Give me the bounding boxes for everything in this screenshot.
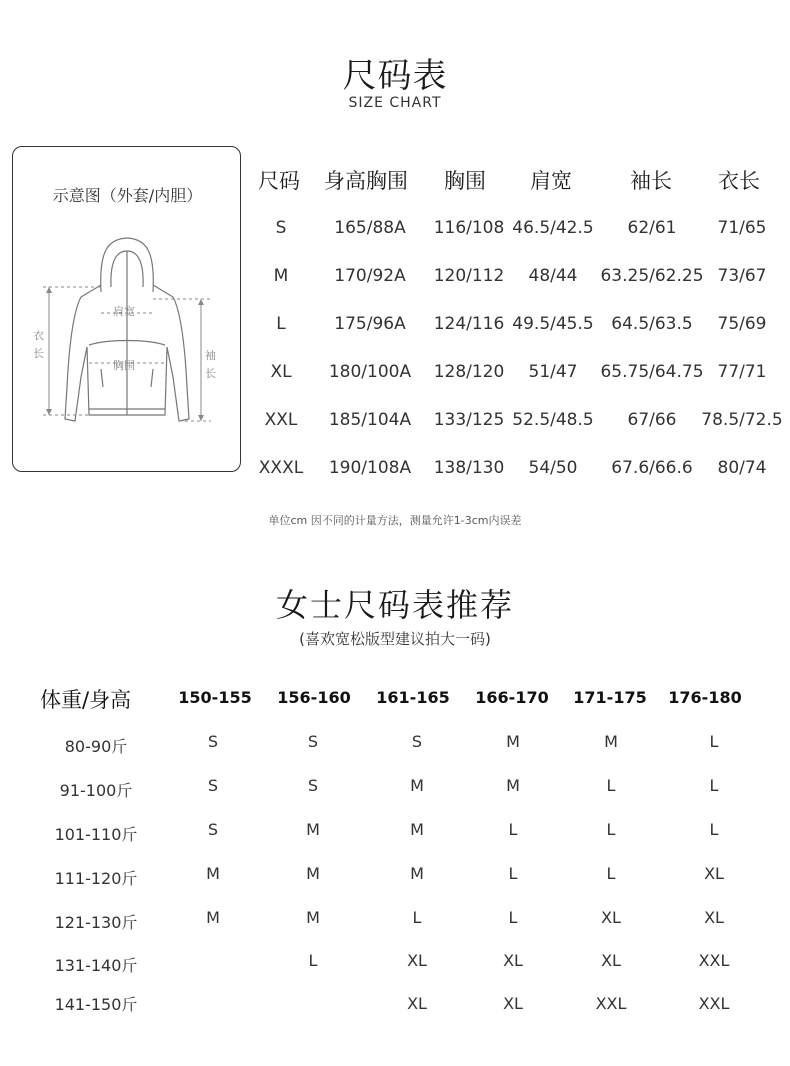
size-recommend-cell: M [206, 908, 220, 927]
weight-label: 101-110斤 [54, 825, 138, 844]
size-recommend-cell: M [506, 776, 520, 795]
page-title: 尺码表 [342, 56, 448, 96]
size-recommend-cell: L [508, 820, 518, 839]
size-cell: 78.5/72.5 [701, 410, 783, 430]
size-recommend-cell: XXL [698, 951, 730, 970]
size-cell: M [273, 266, 289, 286]
size-cell: 175/96A [334, 314, 406, 334]
size-recommend-cell: L [606, 864, 616, 883]
size-recommend-cell: M [410, 864, 424, 883]
size-cell: 138/130 [433, 458, 505, 478]
size-recommend-cell: XL [704, 864, 724, 883]
height-header: 166-170 [475, 688, 549, 707]
size-cell: 128/120 [433, 362, 505, 382]
size-cell: L [276, 314, 286, 334]
size-recommend-cell: L [308, 951, 318, 970]
size-header-chest: 胸围 [444, 169, 486, 193]
recommend-table [0, 670, 790, 1030]
size-cell: 54/50 [528, 458, 578, 478]
size-recommend-cell: M [306, 864, 320, 883]
recommend-subtitle: (喜欢宽松版型建议拍大一码) [299, 630, 491, 648]
weight-label: 80-90斤 [64, 737, 128, 756]
size-cell: 52.5/48.5 [512, 410, 594, 430]
size-recommend-cell: L [508, 908, 518, 927]
size-cell: 180/100A [328, 362, 412, 382]
size-cell: 165/88A [334, 218, 406, 238]
size-cell: 73/67 [717, 266, 767, 286]
size-recommend-cell: S [307, 732, 319, 751]
size-header-height-chest: 身高胸围 [324, 169, 408, 193]
size-recommend-cell: L [709, 732, 719, 751]
size-recommend-cell: XL [407, 951, 427, 970]
size-cell: 80/74 [717, 458, 767, 478]
weight-label: 131-140斤 [54, 956, 138, 975]
size-recommend-cell: S [207, 732, 219, 751]
height-header: 176-180 [668, 688, 742, 707]
size-cell: 185/104A [328, 410, 412, 430]
size-cell: 48/44 [528, 266, 578, 286]
size-recommend-cell: L [709, 776, 719, 795]
size-cell: XL [270, 362, 292, 382]
size-recommend-cell: L [508, 864, 518, 883]
size-recommend-cell: S [207, 820, 219, 839]
size-recommend-cell: L [606, 820, 616, 839]
length-label: 衣长 [33, 329, 44, 360]
diagram-caption: 示意图（外套/内胆） [52, 186, 203, 205]
weight-label: 111-120斤 [54, 869, 138, 888]
size-recommend-cell: M [604, 732, 618, 751]
size-cell: 190/108A [328, 458, 412, 478]
size-cell: 46.5/42.5 [512, 218, 594, 238]
size-header-shoulder: 肩宽 [530, 169, 572, 193]
size-header-length: 衣长 [718, 169, 760, 193]
size-recommend-cell: XL [503, 951, 523, 970]
recommend-title: 女士尺码表推荐 [275, 586, 514, 624]
size-recommend-cell: M [506, 732, 520, 751]
size-cell: XXL [264, 410, 298, 430]
size-cell: 133/125 [433, 410, 505, 430]
size-cell: XXXL [258, 458, 304, 478]
weight-label: 141-150斤 [54, 995, 138, 1014]
size-cell: S [275, 218, 287, 238]
height-header: 156-160 [277, 688, 351, 707]
size-cell: 71/65 [717, 218, 767, 238]
size-cell: 67/66 [627, 410, 677, 430]
size-recommend-cell: XL [601, 908, 621, 927]
size-cell: 75/69 [717, 314, 767, 334]
size-recommend-cell: L [709, 820, 719, 839]
size-recommend-cell: S [411, 732, 423, 751]
measurement-note: 单位cm 因不同的计量方法，测量允许1-3cm内误差 [268, 514, 522, 527]
size-recommend-cell: M [306, 908, 320, 927]
size-cell: 124/116 [433, 314, 505, 334]
weight-label: 91-100斤 [59, 781, 133, 800]
size-cell: 67.6/66.6 [611, 458, 693, 478]
size-recommend-cell: L [412, 908, 422, 927]
size-recommend-cell: M [306, 820, 320, 839]
size-recommend-cell: XXL [595, 994, 627, 1013]
size-cell: 49.5/45.5 [512, 314, 594, 334]
size-cell: 65.75/64.75 [600, 362, 704, 382]
height-header: 161-165 [376, 688, 450, 707]
size-recommend-cell: XXL [698, 994, 730, 1013]
page-subtitle: SIZE CHART [348, 95, 442, 111]
recommend-corner-header: 体重/身高 [40, 688, 132, 712]
height-header: 150-155 [178, 688, 252, 707]
size-header-sleeve: 袖长 [630, 169, 672, 193]
size-recommend-cell: S [307, 776, 319, 795]
size-cell: 64.5/63.5 [611, 314, 693, 334]
sleeve-label: 袖长 [205, 349, 216, 380]
size-recommend-cell: M [206, 864, 220, 883]
size-recommend-cell: XL [503, 994, 523, 1013]
size-cell: 170/92A [334, 266, 406, 286]
size-recommend-cell: S [207, 776, 219, 795]
size-recommend-cell: L [606, 776, 616, 795]
size-header-size: 尺码 [258, 169, 300, 193]
size-recommend-cell: XL [601, 951, 621, 970]
size-cell: 116/108 [433, 218, 505, 238]
height-header: 171-175 [573, 688, 647, 707]
size-cell: 62/61 [627, 218, 677, 238]
size-cell: 51/47 [528, 362, 578, 382]
size-recommend-cell: M [410, 776, 424, 795]
size-cell: 120/112 [433, 266, 505, 286]
size-table [0, 0, 790, 500]
size-cell: 77/71 [717, 362, 767, 382]
chest-label: 胸围 [113, 359, 135, 372]
size-recommend-cell: XL [704, 908, 724, 927]
shoulder-label: 肩宽 [113, 305, 135, 318]
size-recommend-cell: XL [407, 994, 427, 1013]
size-cell: 63.25/62.25 [600, 266, 704, 286]
size-recommend-cell: M [410, 820, 424, 839]
weight-label: 121-130斤 [54, 913, 138, 932]
